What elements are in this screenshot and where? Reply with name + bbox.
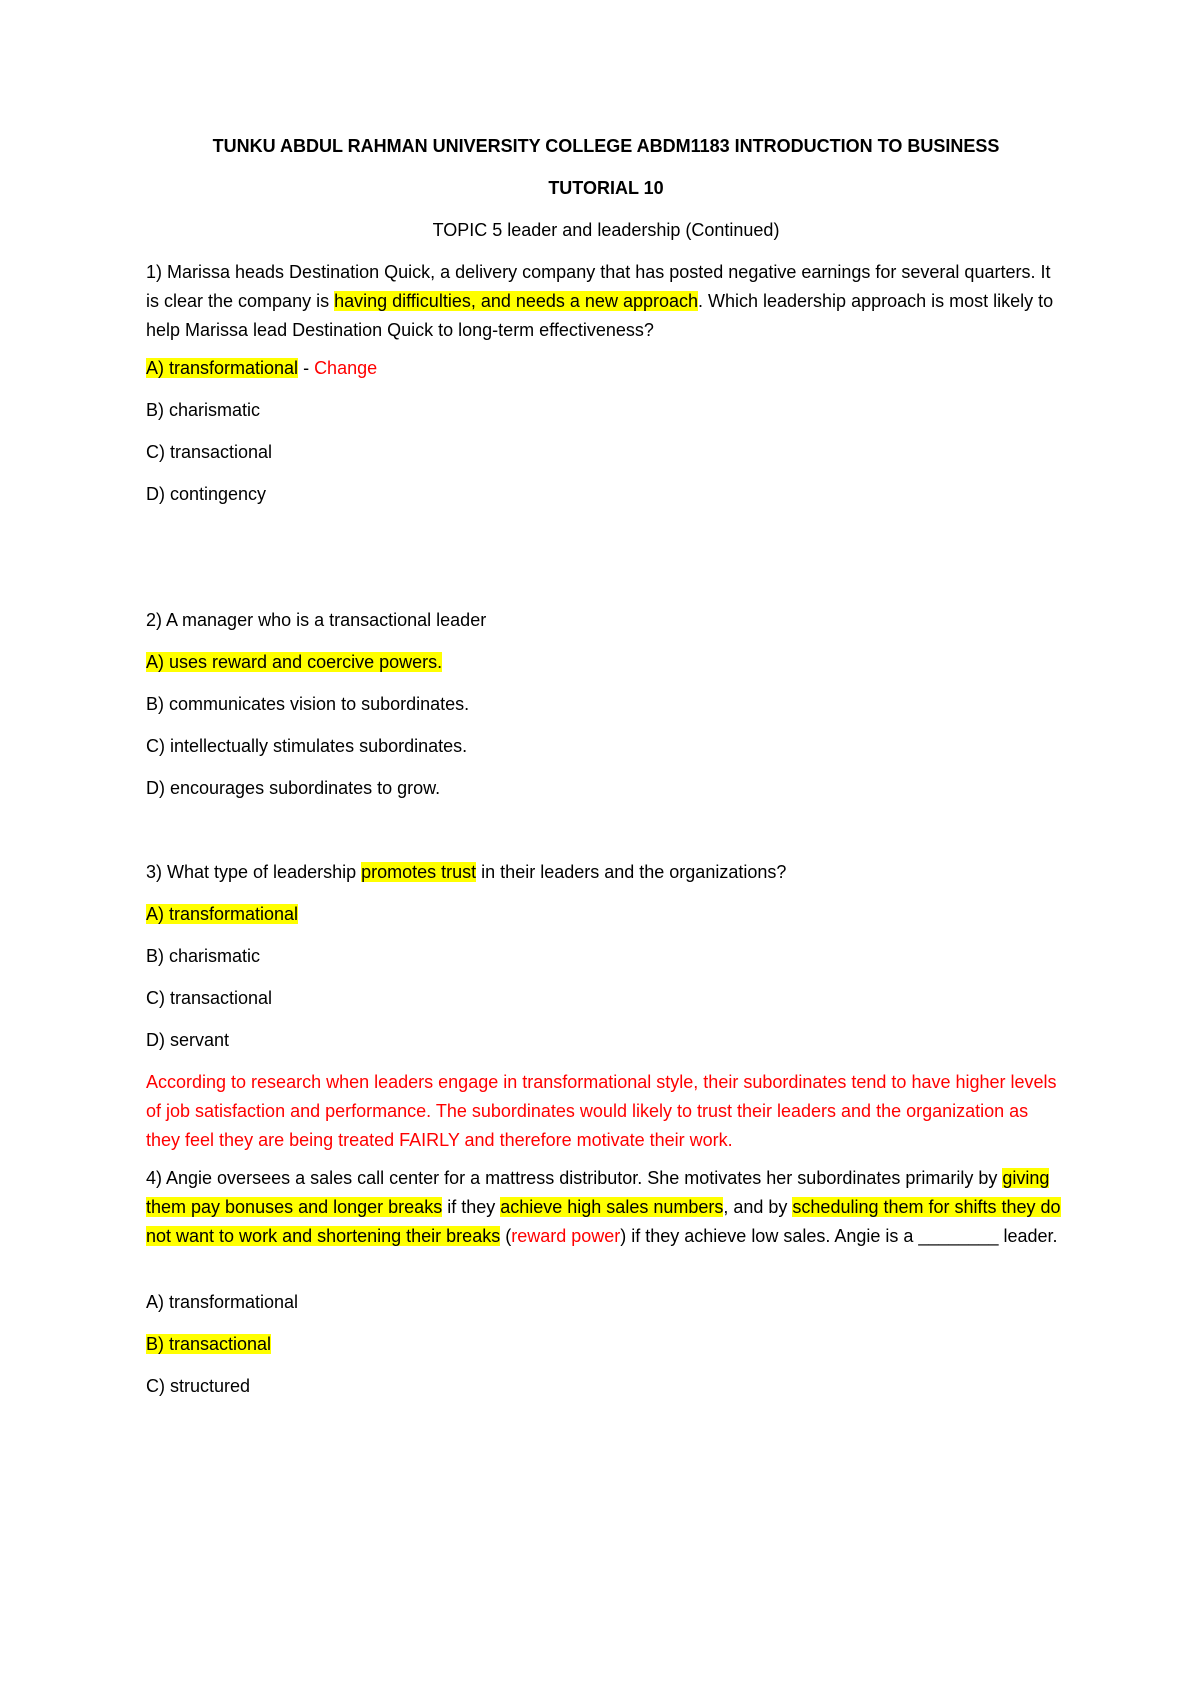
q4-stem-text-1: 4) Angie oversees a sales call center for a mattress distributor. She motivates her subordinates primarily by <box>146 1168 1003 1188</box>
q2-stem: 2) A manager who is a transactional leader <box>146 610 487 630</box>
q3-stem <box>146 858 1066 887</box>
q3-explanation: According to research when leaders engage in transformational style, their subordinates tend to have higher levels of job satisfaction and performance. The subordinates would likely to trust their leaders and the organization as they feel they are being treated FAIRLY and therefore motivate their work. <box>146 1072 1057 1150</box>
q4-stem-paren: ( <box>500 1226 512 1246</box>
q3-option-a-label: A) transformational <box>146 904 299 924</box>
q1-option-d: D) contingency <box>146 484 267 504</box>
q1-option-a-note: Change <box>314 358 378 378</box>
q2-option-b: B) communicates vision to subordinates. <box>146 694 470 714</box>
q1-option-a <box>146 354 1066 383</box>
q4-stem-text-2: if they <box>442 1197 501 1217</box>
q4-stem-highlight-1: giving them pay bonuses and longer breaks <box>146 1168 1050 1217</box>
q2-option-a-label: A) uses reward and coercive powers. <box>146 652 443 672</box>
q1-stem <box>146 258 1066 345</box>
q4-stem-highlight-3: scheduling them for shifts they do not want to work and shortening their breaks <box>146 1197 1061 1246</box>
q4-stem-text-4: ) if they achieve low sales. Angie is a ________ leader. <box>620 1226 1058 1246</box>
document-title: TUNKU ABDUL RAHMAN UNIVERSITY COLLEGE ABDM1183 INTRODUCTION TO BUSINESS <box>212 136 1000 156</box>
q4-stem <box>146 1164 1066 1251</box>
q3-stem-highlight: promotes trust <box>361 862 477 882</box>
q1-option-a-separator: - <box>298 358 315 378</box>
q4-option-b-label: B) transactional <box>146 1334 272 1354</box>
q4-option-a: A) transformational <box>146 1292 299 1312</box>
q3-option-a <box>146 900 1066 929</box>
q1-option-b: B) charismatic <box>146 400 261 420</box>
q3-option-b: B) charismatic <box>146 946 261 966</box>
q3-option-d: D) servant <box>146 1030 230 1050</box>
q1-stem-text-2: . Which leadership approach is most likely to help Marissa lead Destination Quick to long-term effectiveness? <box>146 291 1054 340</box>
q4-stem-highlight-2: achieve high sales numbers <box>500 1197 724 1217</box>
topic-heading: TOPIC 5 leader and leadership (Continued) <box>432 220 780 240</box>
q3-option-c: C) transactional <box>146 988 273 1008</box>
q1-stem-text-1: 1) Marissa heads Destination Quick, a delivery company that has posted negative earnings for several quarters. It is clear the company is <box>146 262 1051 311</box>
q4-stem-text-3: , and by <box>723 1197 793 1217</box>
q3-stem-text-1: 3) What type of leadership <box>146 862 362 882</box>
q2-option-d: D) encourages subordinates to grow. <box>146 778 441 798</box>
tutorial-heading: TUTORIAL 10 <box>548 178 664 198</box>
q4-option-b <box>146 1330 1066 1359</box>
q4-stem-note: reward power <box>511 1226 621 1246</box>
q1-option-c: C) transactional <box>146 442 273 462</box>
q1-stem-highlight: having difficulties, and needs a new approach <box>334 291 698 311</box>
q1-option-a-label: A) transformational <box>146 358 299 378</box>
q3-stem-text-2: in their leaders and the organizations? <box>476 862 787 882</box>
q2-option-a <box>146 648 1066 677</box>
q4-option-c: C) structured <box>146 1376 251 1396</box>
q2-option-c: C) intellectually stimulates subordinates. <box>146 736 468 756</box>
